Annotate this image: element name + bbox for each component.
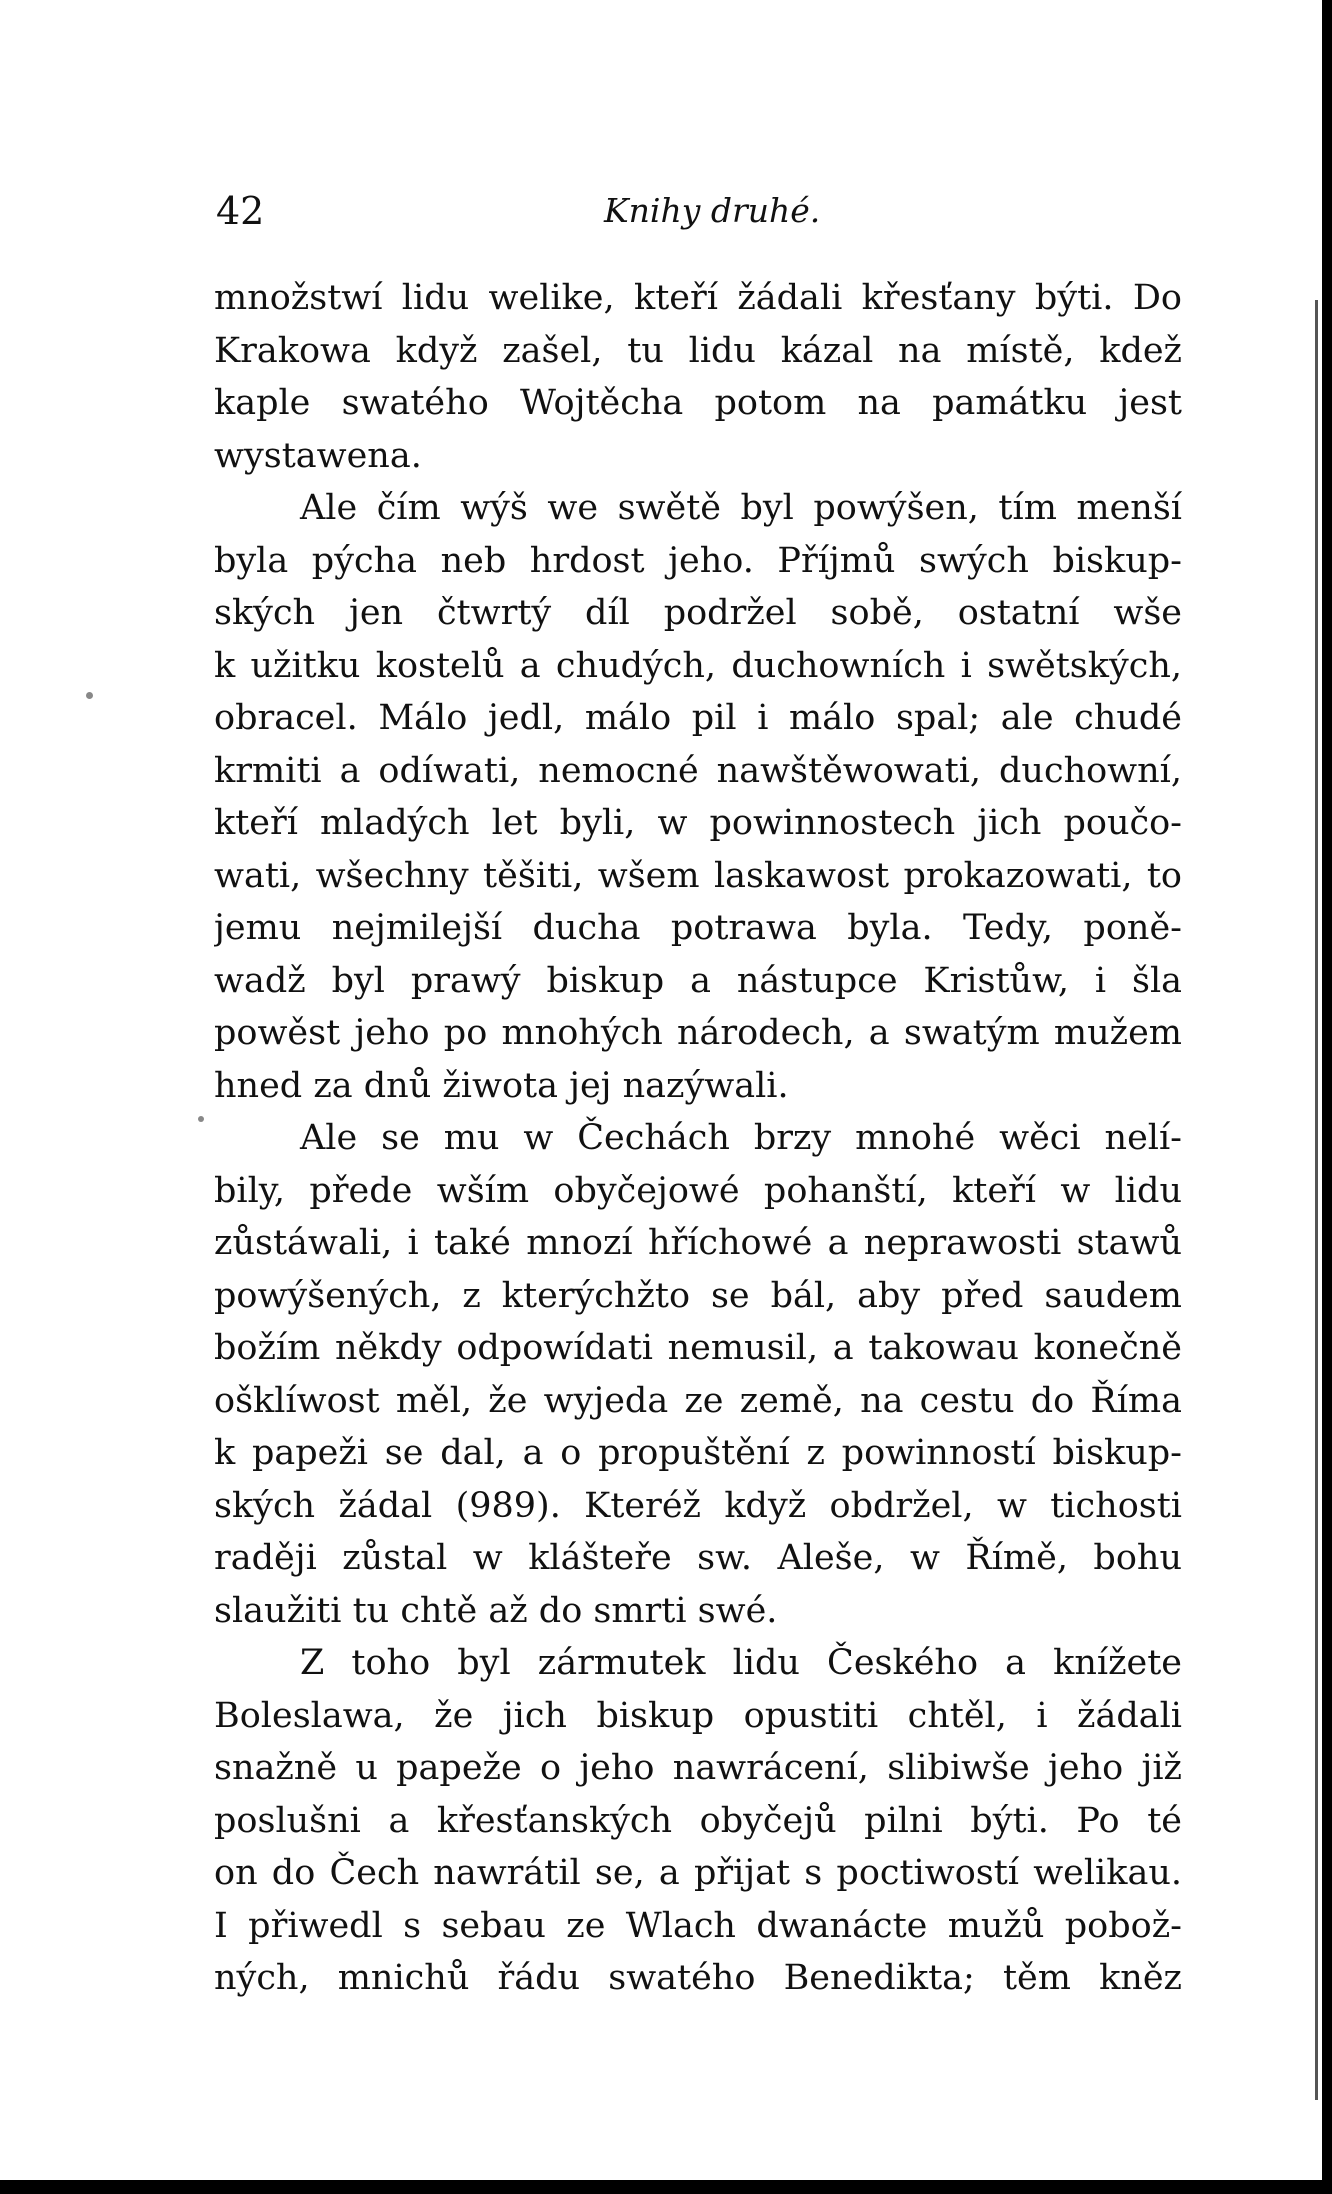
- text-line: Boleslawa, že jich biskup opustiti chtěl, i žádali: [214, 1695, 1182, 1736]
- text-line: I přiwedl s sebau ze Wlach dwanácte mužů pobož-: [214, 1905, 1182, 1946]
- paragraph-start-line: Ale se mu w Čechách brzy mnohé wěci nelí-: [300, 1118, 1182, 1158]
- paragraph-start-line: Z toho byl zármutek lidu Českého a knížete: [300, 1643, 1182, 1683]
- ink-speck: [86, 692, 93, 699]
- text-line: raději zůstal w klášteře sw. Aleše, w Římě, bohu: [214, 1538, 1182, 1578]
- text-line: obracel. Málo jedl, málo pil i málo spal; ale chudé: [214, 698, 1182, 738]
- body-text: [214, 272, 1182, 2005]
- page-gutter-line: [1315, 300, 1318, 2100]
- text-line: byla pýcha neb hrdost jeho. Příjmů swých biskup-: [214, 540, 1182, 581]
- page-number: 42: [216, 189, 265, 233]
- text-line: ných, mnichů řádu swatého Benedikta; těm kněz: [214, 1958, 1182, 1998]
- text-line: Krakowa když zašel, tu lidu kázal na místě, kdež: [214, 330, 1182, 371]
- running-head: Knihy druhé.: [604, 191, 821, 230]
- text-line: kteří mladých let byli, w powinnostech jich poučo-: [214, 803, 1182, 843]
- text-line: poslušni a křesťanských obyčejů pilni býti. Po té: [214, 1800, 1182, 1841]
- text-line: kaple swatého Wojtěcha potom na památku jest: [214, 383, 1182, 423]
- text-line: wati, wšechny těšiti, wšem laskawost prokazowati, to: [214, 855, 1182, 896]
- text-line: ských jen čtwrtý díl podržel sobě, ostatní wše: [214, 593, 1182, 633]
- text-line: k papeži se dal, a o propuštění z powinností biskup-: [214, 1433, 1182, 1473]
- text-line: ošklíwost měl, že wyjeda ze země, na cestu do Říma: [214, 1380, 1182, 1421]
- text-line: powýšených, z kterýchžto se bál, aby před saudem: [214, 1275, 1182, 1316]
- paragraph-start-line: Ale čím wýš we swětě byl powýšen, tím menší: [300, 488, 1182, 528]
- text-line: wystawena.: [214, 435, 422, 476]
- text-line: ských žádal (989). Kteréž když obdržel, w tichosti: [214, 1485, 1182, 1526]
- text-line: zůstáwali, i také mnozí hříchowé a neprawosti stawů: [214, 1223, 1182, 1263]
- text-line: k užitku kostelů a chudých, duchowních i swětských,: [214, 645, 1182, 686]
- text-line: hned za dnů žiwota jej nazýwali.: [214, 1065, 789, 1106]
- page-edge-bottom: [0, 2180, 1332, 2194]
- text-line: krmiti a odíwati, nemocné nawštěwowati, duchowní,: [214, 750, 1182, 791]
- text-line: množstwí lidu welike, kteří žádali křesťany býti. Do: [214, 278, 1182, 318]
- text-line: snažně u papeže o jeho nawrácení, slibiwše jeho již: [214, 1748, 1182, 1788]
- page-edge-right: [1322, 0, 1332, 2194]
- text-line: on do Čech nawrátil se, a přijat s poctiwostí welikau.: [214, 1853, 1182, 1893]
- text-line: slaužiti tu chtě až do smrti swé.: [214, 1590, 778, 1631]
- ink-speck: [198, 1116, 204, 1122]
- text-line: bily, přede wším obyčejowé pohanští, kteří w lidu: [214, 1170, 1182, 1211]
- text-line: božím někdy odpowídati nemusil, a takowau konečně: [214, 1328, 1182, 1368]
- text-line: wadž byl prawý biskup a nástupce Kristůw, i šla: [214, 960, 1182, 1001]
- text-line: powěst jeho po mnohých národech, a swatým mužem: [214, 1013, 1182, 1053]
- page-header: [216, 186, 1186, 236]
- text-line: jemu nejmilejší ducha potrawa byla. Tedy, poně-: [214, 908, 1182, 948]
